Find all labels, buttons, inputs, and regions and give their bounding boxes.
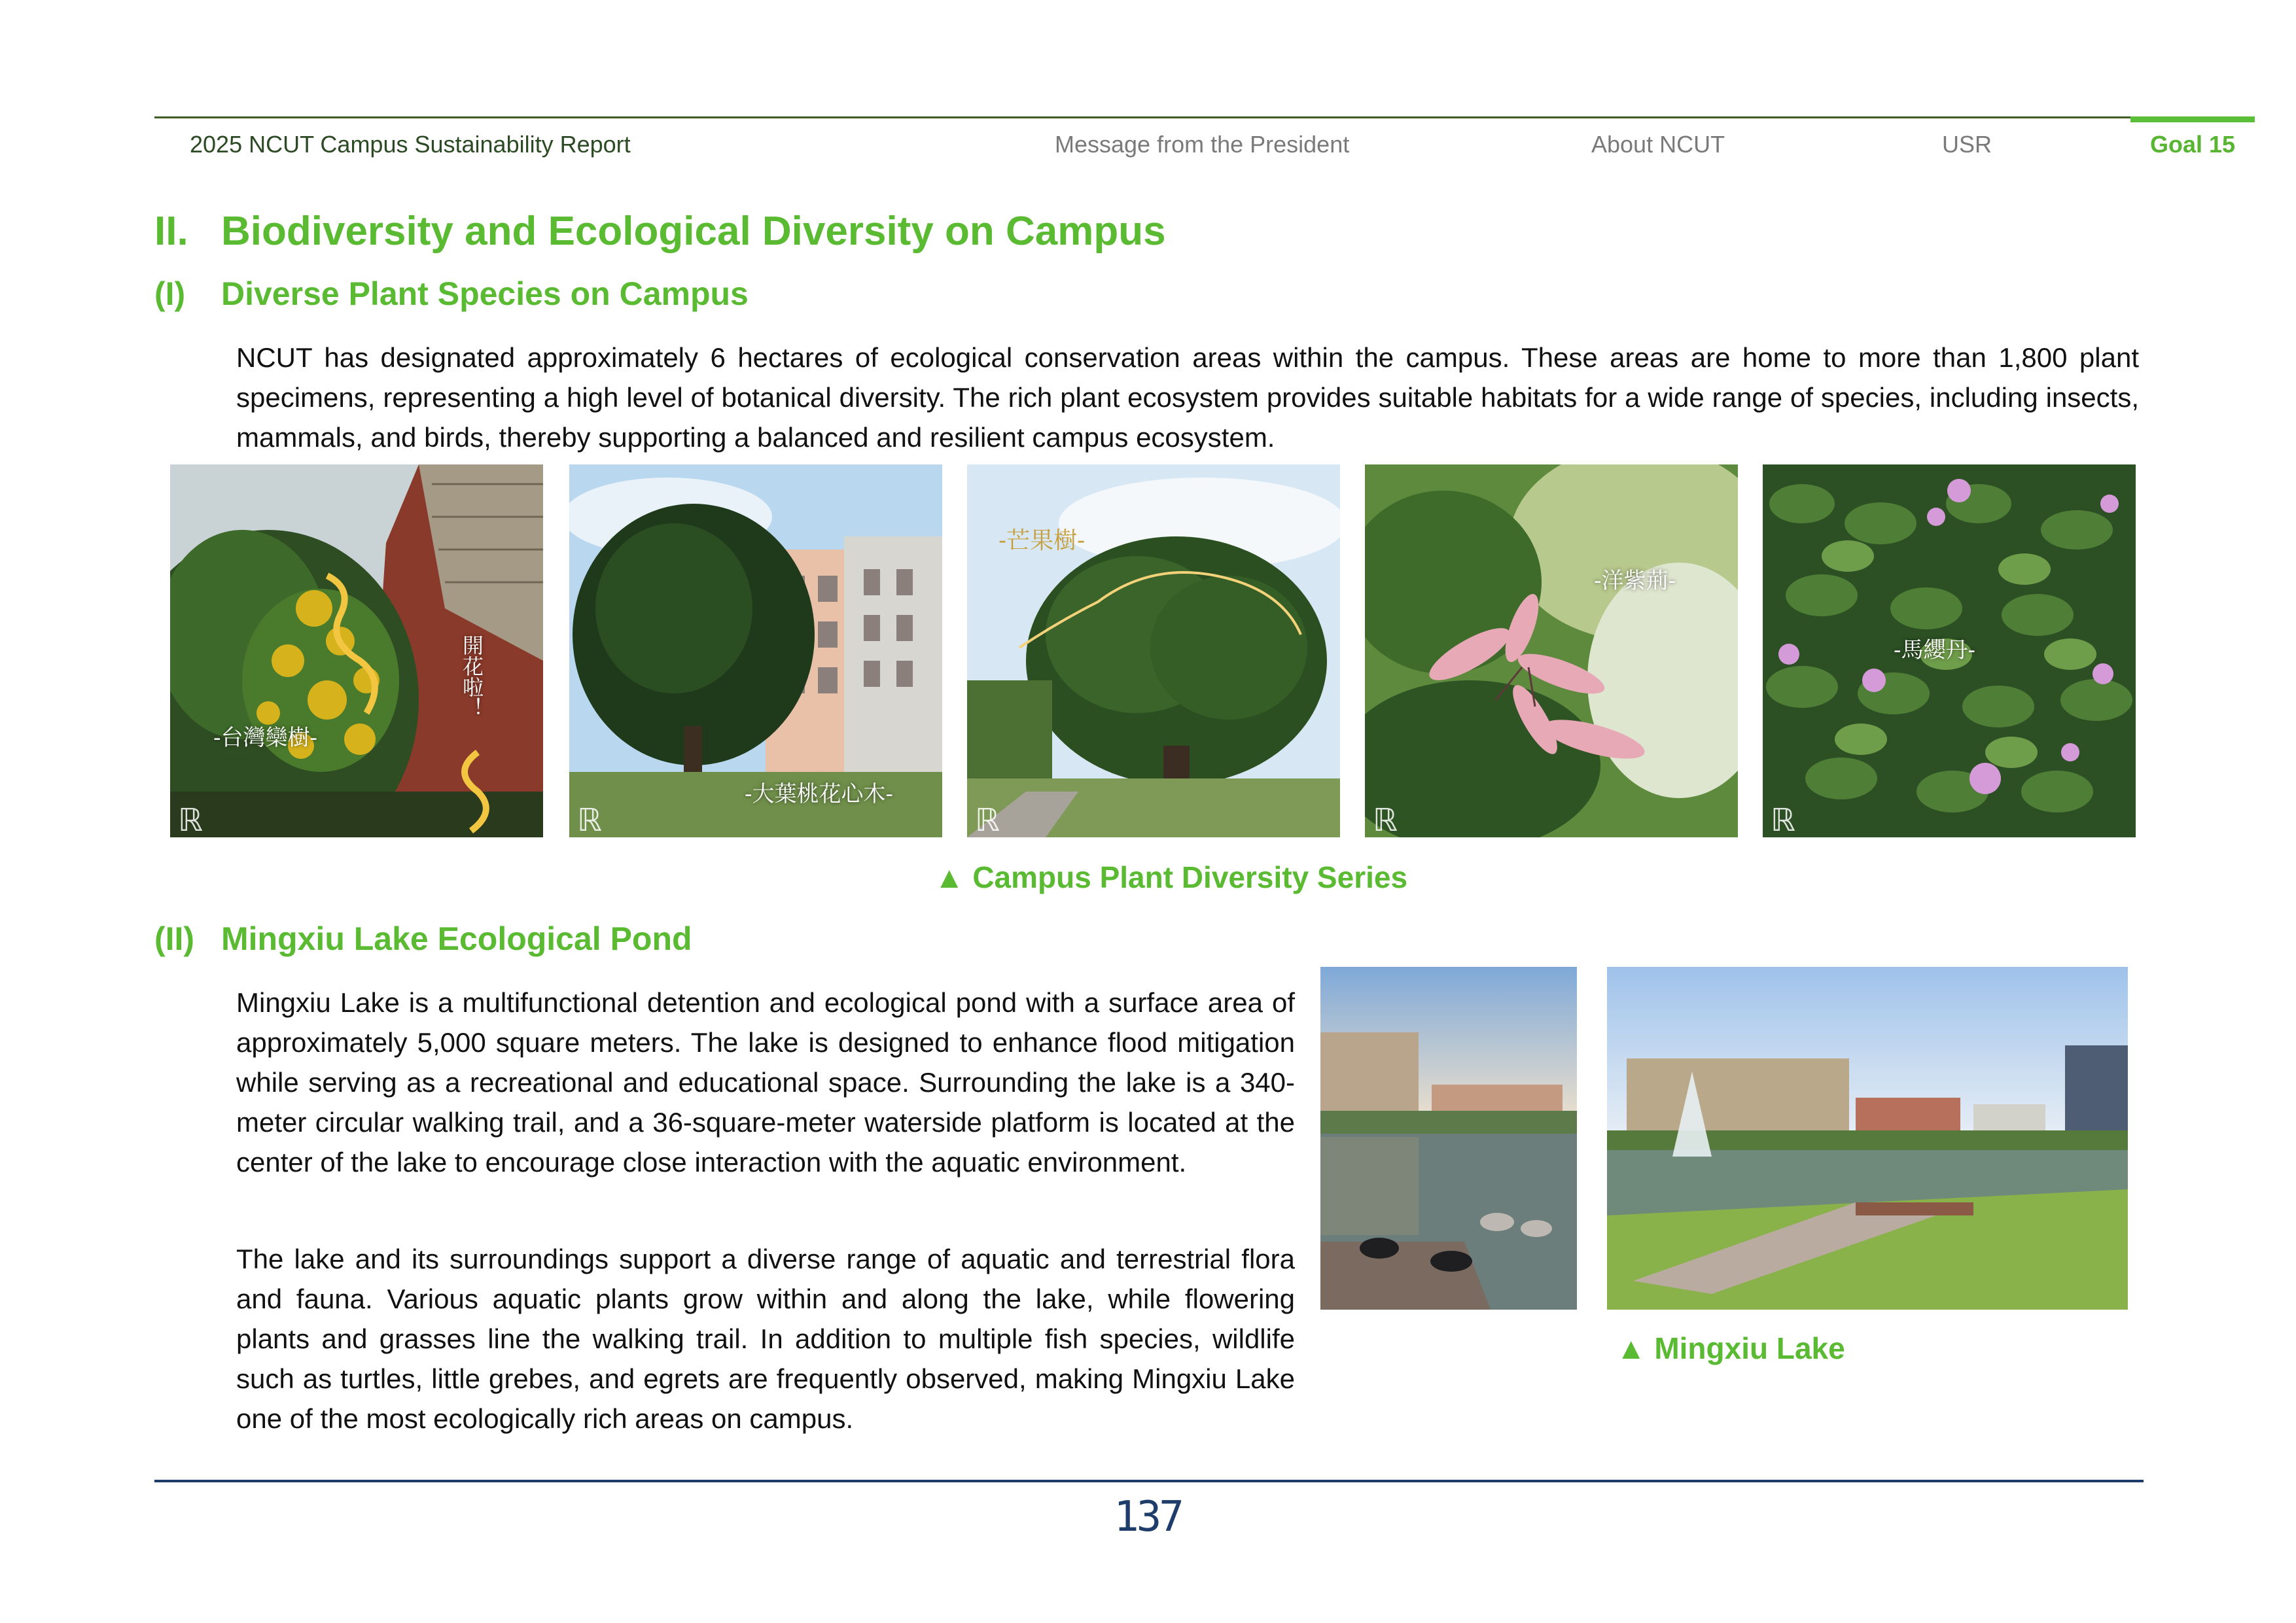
plant-series-caption-text: Campus Plant Diversity Series	[972, 860, 1408, 894]
photo-1-label-vertical: 開花啦！	[459, 635, 484, 718]
section-heading	[154, 208, 1166, 254]
nav-usr[interactable]: USR	[1942, 131, 1992, 158]
plant-series-caption	[934, 860, 1407, 895]
report-title: 2025 NCUT Campus Sustainability Report	[190, 131, 631, 158]
photo-bauhinia	[1365, 464, 1738, 837]
photo-5-label: -馬纓丹-	[1894, 637, 1975, 663]
lake-paragraph-2: The lake and its surroundings support a diverse range of aquatic and terrestrial flora and fauna. Various aquatic plants grow within and along the lake, while flowering plants and grasses line the walking trail. In addition to multiple fish species, wildlife such as turtles, little grebes, and egrets are frequently observed, making Mingxiu Lake one of the most ecologically rich areas on campus.	[236, 1244, 1295, 1434]
svg-text:ℝ: ℝ	[178, 802, 203, 837]
photo-mango-tree	[967, 464, 1340, 837]
lake-caption-text: Mingxiu Lake	[1654, 1331, 1845, 1365]
lake-paragraph-1: Mingxiu Lake is a multifunctional detention and ecological pond with a surface area of approximately 5,000 square meters. The lake is designed to enhance flood mitigation while serving as a recreational and educational space. Surrounding the lake is a 340-meter circular walking trail, and a 36-square-meter waterside platform is located at the center of the lake to encourage close interaction with the aquatic environment.	[236, 987, 1295, 1178]
photo-lantana	[1763, 464, 2136, 837]
lake-caption	[1616, 1331, 1845, 1366]
section-number: II.	[154, 209, 188, 254]
nav-about-ncut[interactable]: About NCUT	[1591, 131, 1725, 158]
svg-text:ℝ: ℝ	[577, 802, 603, 837]
section-title: Biodiversity and Ecological Diversity on Campus	[221, 209, 1166, 254]
subsection-1-number: (I)	[154, 275, 186, 312]
header-rule	[154, 116, 2144, 118]
header-active-tab-marker	[2130, 116, 2255, 122]
plant-diversity-paragraph: NCUT has designated approximately 6 hectares of ecological conservation areas within the campus. These areas are home to more than 1,800 plant specimens, representing a high level of botanical diversity. The rich plant ecosystem provides suitable habitats for a wide range of species, including insects, mammals, and birds, thereby supporting a balanced and resilient campus ecosystem.	[236, 342, 2139, 453]
nav-message-from-president[interactable]: Message from the President	[1055, 131, 1350, 158]
photo-3-label: -芒果樹-	[998, 527, 1086, 554]
subsection-2-title: Mingxiu Lake Ecological Pond	[221, 920, 692, 957]
photo-2-label: -大葉桃花心木-	[745, 781, 893, 807]
svg-text:ℝ: ℝ	[1373, 802, 1398, 837]
subsection-2-number: (II)	[154, 920, 195, 957]
svg-text:ℝ: ℝ	[1771, 802, 1796, 837]
caption-triangle-icon: ▲	[934, 860, 964, 894]
photo-mahogany-tree	[569, 464, 942, 837]
photo-4-label: -洋紫荊-	[1594, 568, 1676, 594]
photo-taiwan-golden-rain-tree	[170, 464, 543, 837]
svg-text:ℝ: ℝ	[975, 802, 1000, 837]
caption-triangle-icon: ▲	[1616, 1331, 1646, 1365]
subsection-1-heading	[154, 275, 749, 313]
footer-rule	[154, 1480, 2144, 1482]
page-number: 137	[1114, 1493, 1182, 1541]
subsection-2-heading	[154, 920, 692, 958]
nav-goal-15[interactable]: Goal 15	[2150, 131, 2236, 158]
photo-lake-fountain	[1607, 967, 2128, 1310]
subsection-1-title: Diverse Plant Species on Campus	[221, 275, 749, 312]
photo-1-label: -台灣欒樹-	[213, 725, 317, 751]
photo-lake-ducks	[1320, 967, 1577, 1310]
